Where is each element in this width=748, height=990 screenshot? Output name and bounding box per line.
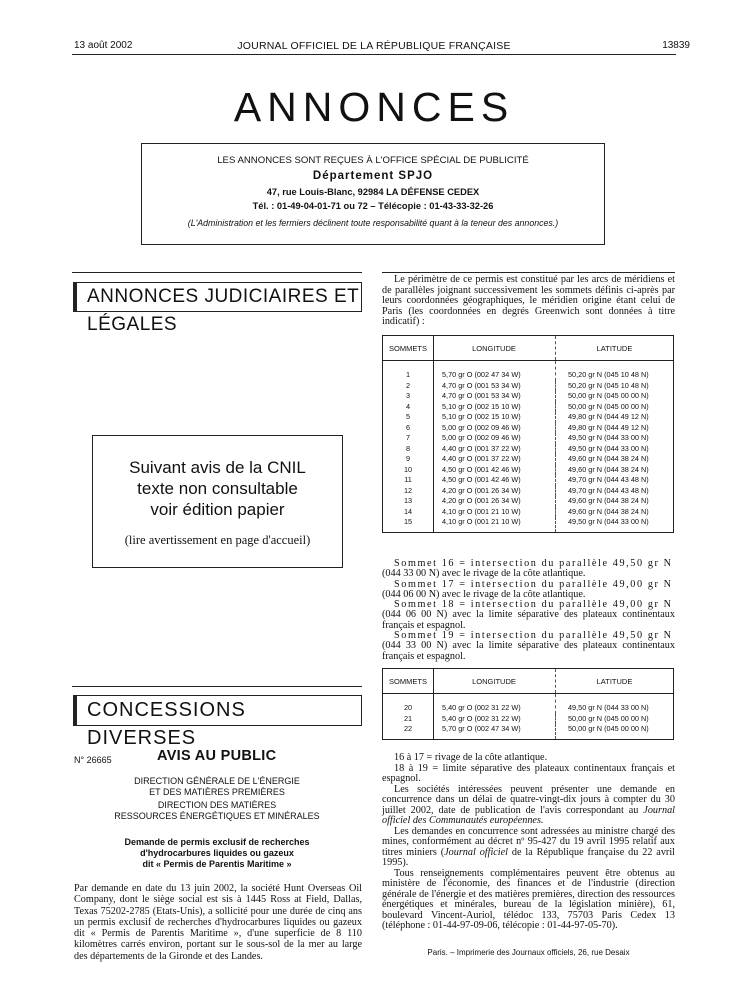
sommet-line: Sommet 17 = intersection du parallèle 49,00 gr N	[394, 578, 673, 590]
paragraph-text: Les demandes en concurrence sont adressées au ministre chargé des mines, conformément au décret nº 95-427 du 19 avril 1995 relatif aux titres miniers (	[382, 825, 675, 858]
table-row	[383, 423, 674, 434]
table-row	[383, 412, 674, 423]
coordinates-table	[382, 335, 674, 533]
request-line: dit « Permis de Parentis Maritime »	[142, 859, 292, 869]
department-address: 47, rue Louis-Blanc, 92984 LA DÉFENSE CEDEX	[266, 187, 480, 197]
publicity-line: LES ANNONCES SONT REÇUES À L'OFFICE SPÉCIAL DE PUBLICITÉ	[217, 155, 529, 166]
latitude-cell: 49,50 gr N (044 33 00 N)	[568, 443, 649, 453]
coordinates-table-body	[383, 694, 674, 740]
direction-block	[72, 776, 362, 797]
coordinates-table-2	[382, 668, 674, 740]
paragraph-italic: Journal officiel des Communautés européennes.	[382, 804, 675, 826]
cnil-line: voir édition papier	[150, 500, 285, 519]
sommet-line: (044 33 00 N) avec le rivage de la côte atlantique.	[382, 568, 586, 580]
table-row	[383, 714, 674, 725]
sommet-cell: 4	[383, 402, 434, 413]
request-line: Demande de permis exclusif de recherches	[124, 837, 310, 847]
longitude-cell: 5,70 gr O (002 47 34 W)	[434, 724, 556, 739]
coordinates-table-body	[383, 361, 674, 533]
direction-line: DIRECTION GÉNÉRALE DE L'ÉNERGIE	[134, 776, 300, 786]
latitude-cell: 49,60 gr N (044 38 24 N)	[568, 464, 649, 474]
direction-line: DIRECTION DES MATIÈRES	[157, 800, 277, 810]
latitude-cell: 49,50 gr N (044 33 00 N)	[568, 433, 649, 442]
cnil-line: texte non consultable	[137, 479, 298, 498]
header-journal-title: JOURNAL OFFICIEL DE LA RÉPUBLIQUE FRANÇAISE	[237, 40, 511, 52]
sommet-cell: 8	[383, 444, 434, 455]
latitude-cell: 50,20 gr N (045 10 48 N)	[568, 380, 649, 390]
header-page-number: 13839	[662, 40, 690, 51]
table-row	[383, 361, 674, 381]
cnil-notice-box	[92, 435, 343, 568]
sommet-cell: 12	[383, 486, 434, 497]
column-header-sommets: SOMMETS	[383, 669, 434, 694]
sommet-line: (044 06 00 N) avec le rivage de la côte atlantique.	[382, 588, 586, 600]
sommet-cell: 20	[383, 694, 434, 714]
column-rule	[382, 272, 675, 273]
longitude-cell: 4,20 gr O (001 26 34 W)	[434, 496, 556, 507]
closing-paragraphs	[382, 753, 675, 932]
table-row	[383, 694, 674, 714]
latitude-cell: 49,80 gr N (044 49 12 N)	[568, 412, 649, 421]
longitude-cell: 5,40 gr O (002 31 22 W)	[434, 694, 556, 714]
sommet-cell: 3	[383, 391, 434, 402]
request-title	[72, 837, 362, 870]
sommet-cell: 2	[383, 381, 434, 392]
sommet-cell: 10	[383, 465, 434, 476]
paragraph: Tous renseignements complémentaires peuvent être obtenus au ministère de l'économie, des finances et de l'industrie (direction générale de l'énergie et des matières premières, direction des ressources énergétiques et minérales, bureau de la législation minière), 61, boulevard Vincent-Auriol, télédoc 133, 75703 Paris Cedex 13 (téléphone : 01-44-97-09-06, télécopie : 01-44-97-05-70).	[382, 867, 675, 931]
sommet-line: Sommet 16 = intersection du parallèle 49,50 gr N	[394, 558, 673, 569]
latitude-cell: 49,50 gr N (044 33 00 N)	[568, 517, 649, 526]
sommet-line: (044 06 00 N) avec la limite séparative des plateaux continentaux français et espagnol.	[382, 609, 675, 631]
paragraph-italic: Journal officiel	[444, 846, 508, 858]
notice-number: N° 26665	[74, 755, 112, 765]
sommet-cell: 14	[383, 507, 434, 518]
sommet-line: (044 33 00 N) avec la limite séparative des plateaux continentaux français et espagnol.	[382, 640, 675, 662]
sommet-cell: 21	[383, 714, 434, 725]
column-rule	[72, 272, 362, 273]
longitude-cell: 4,40 gr O (001 37 22 W)	[434, 444, 556, 455]
section-heading-concessions: CONCESSIONS DIVERSES	[73, 695, 362, 726]
paragraph: 18 à 19 = limite séparative des plateaux continentaux français et espagnol.	[382, 762, 675, 784]
table-row	[383, 444, 674, 455]
paragraph	[382, 827, 675, 869]
table-row	[383, 475, 674, 486]
paragraph-text: de la République française du 22 avril 1995).	[382, 846, 675, 868]
sommet-cell: 5	[383, 412, 434, 423]
latitude-cell: 49,60 gr N (044 38 24 N)	[568, 506, 649, 516]
sommet-cell: 7	[383, 433, 434, 444]
header-rule	[72, 54, 676, 55]
longitude-cell: 5,10 gr O (002 15 10 W)	[434, 412, 556, 423]
latitude-cell: 50,00 gr N (045 00 00 N)	[568, 713, 649, 723]
latitude-cell: 49,70 gr N (044 43 48 N)	[568, 485, 649, 495]
perimeter-intro: Le périmètre de ce permis est constitué par les arcs de méridiens et de parallèles joignant successivement les sommets définis ci-après par leurs coordonnées géographiques, le méridien origine étant celui de Paris (les coordonnées en degrés Greenwich sont données à titre indicatif) :	[382, 274, 675, 328]
sommet-cell: 9	[383, 454, 434, 465]
table-row	[383, 486, 674, 497]
longitude-cell: 5,00 gr O (002 09 46 W)	[434, 423, 556, 434]
table-row	[383, 433, 674, 444]
notice-paragraph: Par demande en date du 13 juin 2002, la société Hunt Overseas Oil Company, dont le siège social est sis à 1445 Ross at Field, Dallas, Texas 75202-2785 (Etats-Unis), a sollicité pour une durée de cinq ans un permis exclusif de recherches d'hydrocarbures liquides ou gazeux dit « Permis de Parentis Maritime », d'une superficie de 8 110 kilomètres carrés environ, portant sur le sous-sol de la mer au large des départements de la Gironde et des Landes.	[74, 883, 362, 962]
longitude-cell: 5,40 gr O (002 31 22 W)	[434, 714, 556, 725]
table-row	[383, 465, 674, 476]
longitude-cell: 4,10 gr O (001 21 10 W)	[434, 507, 556, 518]
latitude-cell: 50,00 gr N (045 00 00 N)	[568, 724, 649, 733]
longitude-cell: 5,00 gr O (002 09 46 W)	[434, 433, 556, 444]
column-header-longitude: LONGITUDE	[434, 336, 556, 361]
sommet-cell: 15	[383, 517, 434, 532]
column-header-latitude: LATITUDE	[556, 669, 674, 694]
table-row	[383, 517, 674, 532]
table-row	[383, 402, 674, 413]
latitude-cell: 50,20 gr N (045 10 48 N)	[568, 370, 649, 379]
longitude-cell: 4,50 gr O (001 42 46 W)	[434, 465, 556, 476]
column-header-sommets: SOMMETS	[383, 336, 434, 361]
publicity-disclaimer: (L'Administration et les fermiers déclinent toute responsabilité quant à la teneur des annonces.)	[187, 218, 559, 228]
cnil-line: Suivant avis de la CNIL	[129, 458, 306, 477]
longitude-cell: 4,70 gr O (001 53 34 W)	[434, 391, 556, 402]
column-rule	[72, 686, 362, 687]
sommet-line: Sommet 19 = intersection du parallèle 49,50 gr N	[394, 630, 673, 642]
paragraph: 16 à 17 = rivage de la côte atlantique.	[394, 752, 548, 763]
sommets-descriptions	[382, 559, 675, 662]
latitude-cell: 49,60 gr N (044 38 24 N)	[568, 496, 649, 505]
longitude-cell: 4,40 gr O (001 37 22 W)	[434, 454, 556, 465]
department-name: Département SPJO	[312, 170, 434, 182]
latitude-cell: 50,00 gr N (045 00 00 N)	[568, 391, 649, 400]
sommet-cell: 6	[383, 423, 434, 434]
paragraph	[382, 785, 675, 827]
department-phones: Tél. : 01-49-04-01-71 ou 72 – Télécopie : 01-43-33-32-26	[252, 201, 494, 211]
header-date: 13 août 2002	[74, 40, 133, 51]
paragraph-text: Les sociétés intéressées peuvent présenter une demande en concurrence dans un délai de quatre-vingt-dix jours à compter du 30 juillet 2002, date de publication de l'avis correspondant au	[382, 783, 675, 816]
longitude-cell: 5,10 gr O (002 15 10 W)	[434, 402, 556, 413]
latitude-cell: 50,00 gr N (045 00 00 N)	[568, 401, 649, 411]
column-header-longitude: LONGITUDE	[434, 669, 556, 694]
table-row	[383, 454, 674, 465]
longitude-cell: 4,50 gr O (001 42 46 W)	[434, 475, 556, 486]
request-line: d'hydrocarbures liquides ou gazeux	[140, 848, 294, 858]
latitude-cell: 49,70 gr N (044 43 48 N)	[568, 475, 649, 484]
longitude-cell: 5,70 gr O (002 47 34 W)	[434, 361, 556, 381]
longitude-cell: 4,10 gr O (001 21 10 W)	[434, 517, 556, 532]
sommet-cell: 22	[383, 724, 434, 739]
longitude-cell: 4,70 gr O (001 53 34 W)	[434, 381, 556, 392]
table-row	[383, 507, 674, 518]
sommet-cell: 1	[383, 361, 434, 381]
sommet-cell: 11	[383, 475, 434, 486]
table-row	[383, 381, 674, 392]
column-header-latitude: LATITUDE	[556, 336, 674, 361]
latitude-cell: 49,80 gr N (044 49 12 N)	[568, 422, 649, 432]
table-row	[383, 724, 674, 739]
latitude-cell: 49,60 gr N (044 38 24 N)	[568, 454, 649, 463]
table-row	[383, 391, 674, 402]
cnil-warning-link[interactable]: (lire avertissement en page d'accueil)	[124, 533, 311, 547]
section-heading-judiciaires: ANNONCES JUDICIAIRES ET LÉGALES	[73, 282, 362, 312]
table-row	[383, 496, 674, 507]
publicity-box	[141, 143, 605, 245]
notice-title: AVIS AU PUBLIC	[157, 748, 277, 764]
page-title: ANNONCES	[233, 84, 515, 130]
longitude-cell: 4,20 gr O (001 26 34 W)	[434, 486, 556, 497]
direction-block	[72, 800, 362, 821]
printer-imprint: Paris. – Imprimerie des Journaux officiels, 26, rue Desaix	[427, 948, 630, 957]
direction-line: RESSOURCES ÉNERGÉTIQUES ET MINÉRALES	[114, 810, 320, 821]
direction-line: ET DES MATIÈRES PREMIÈRES	[149, 786, 285, 797]
latitude-cell: 49,50 gr N (044 33 00 N)	[568, 703, 649, 712]
sommet-cell: 13	[383, 496, 434, 507]
sommet-line: Sommet 18 = intersection du parallèle 49,00 gr N	[394, 599, 673, 611]
